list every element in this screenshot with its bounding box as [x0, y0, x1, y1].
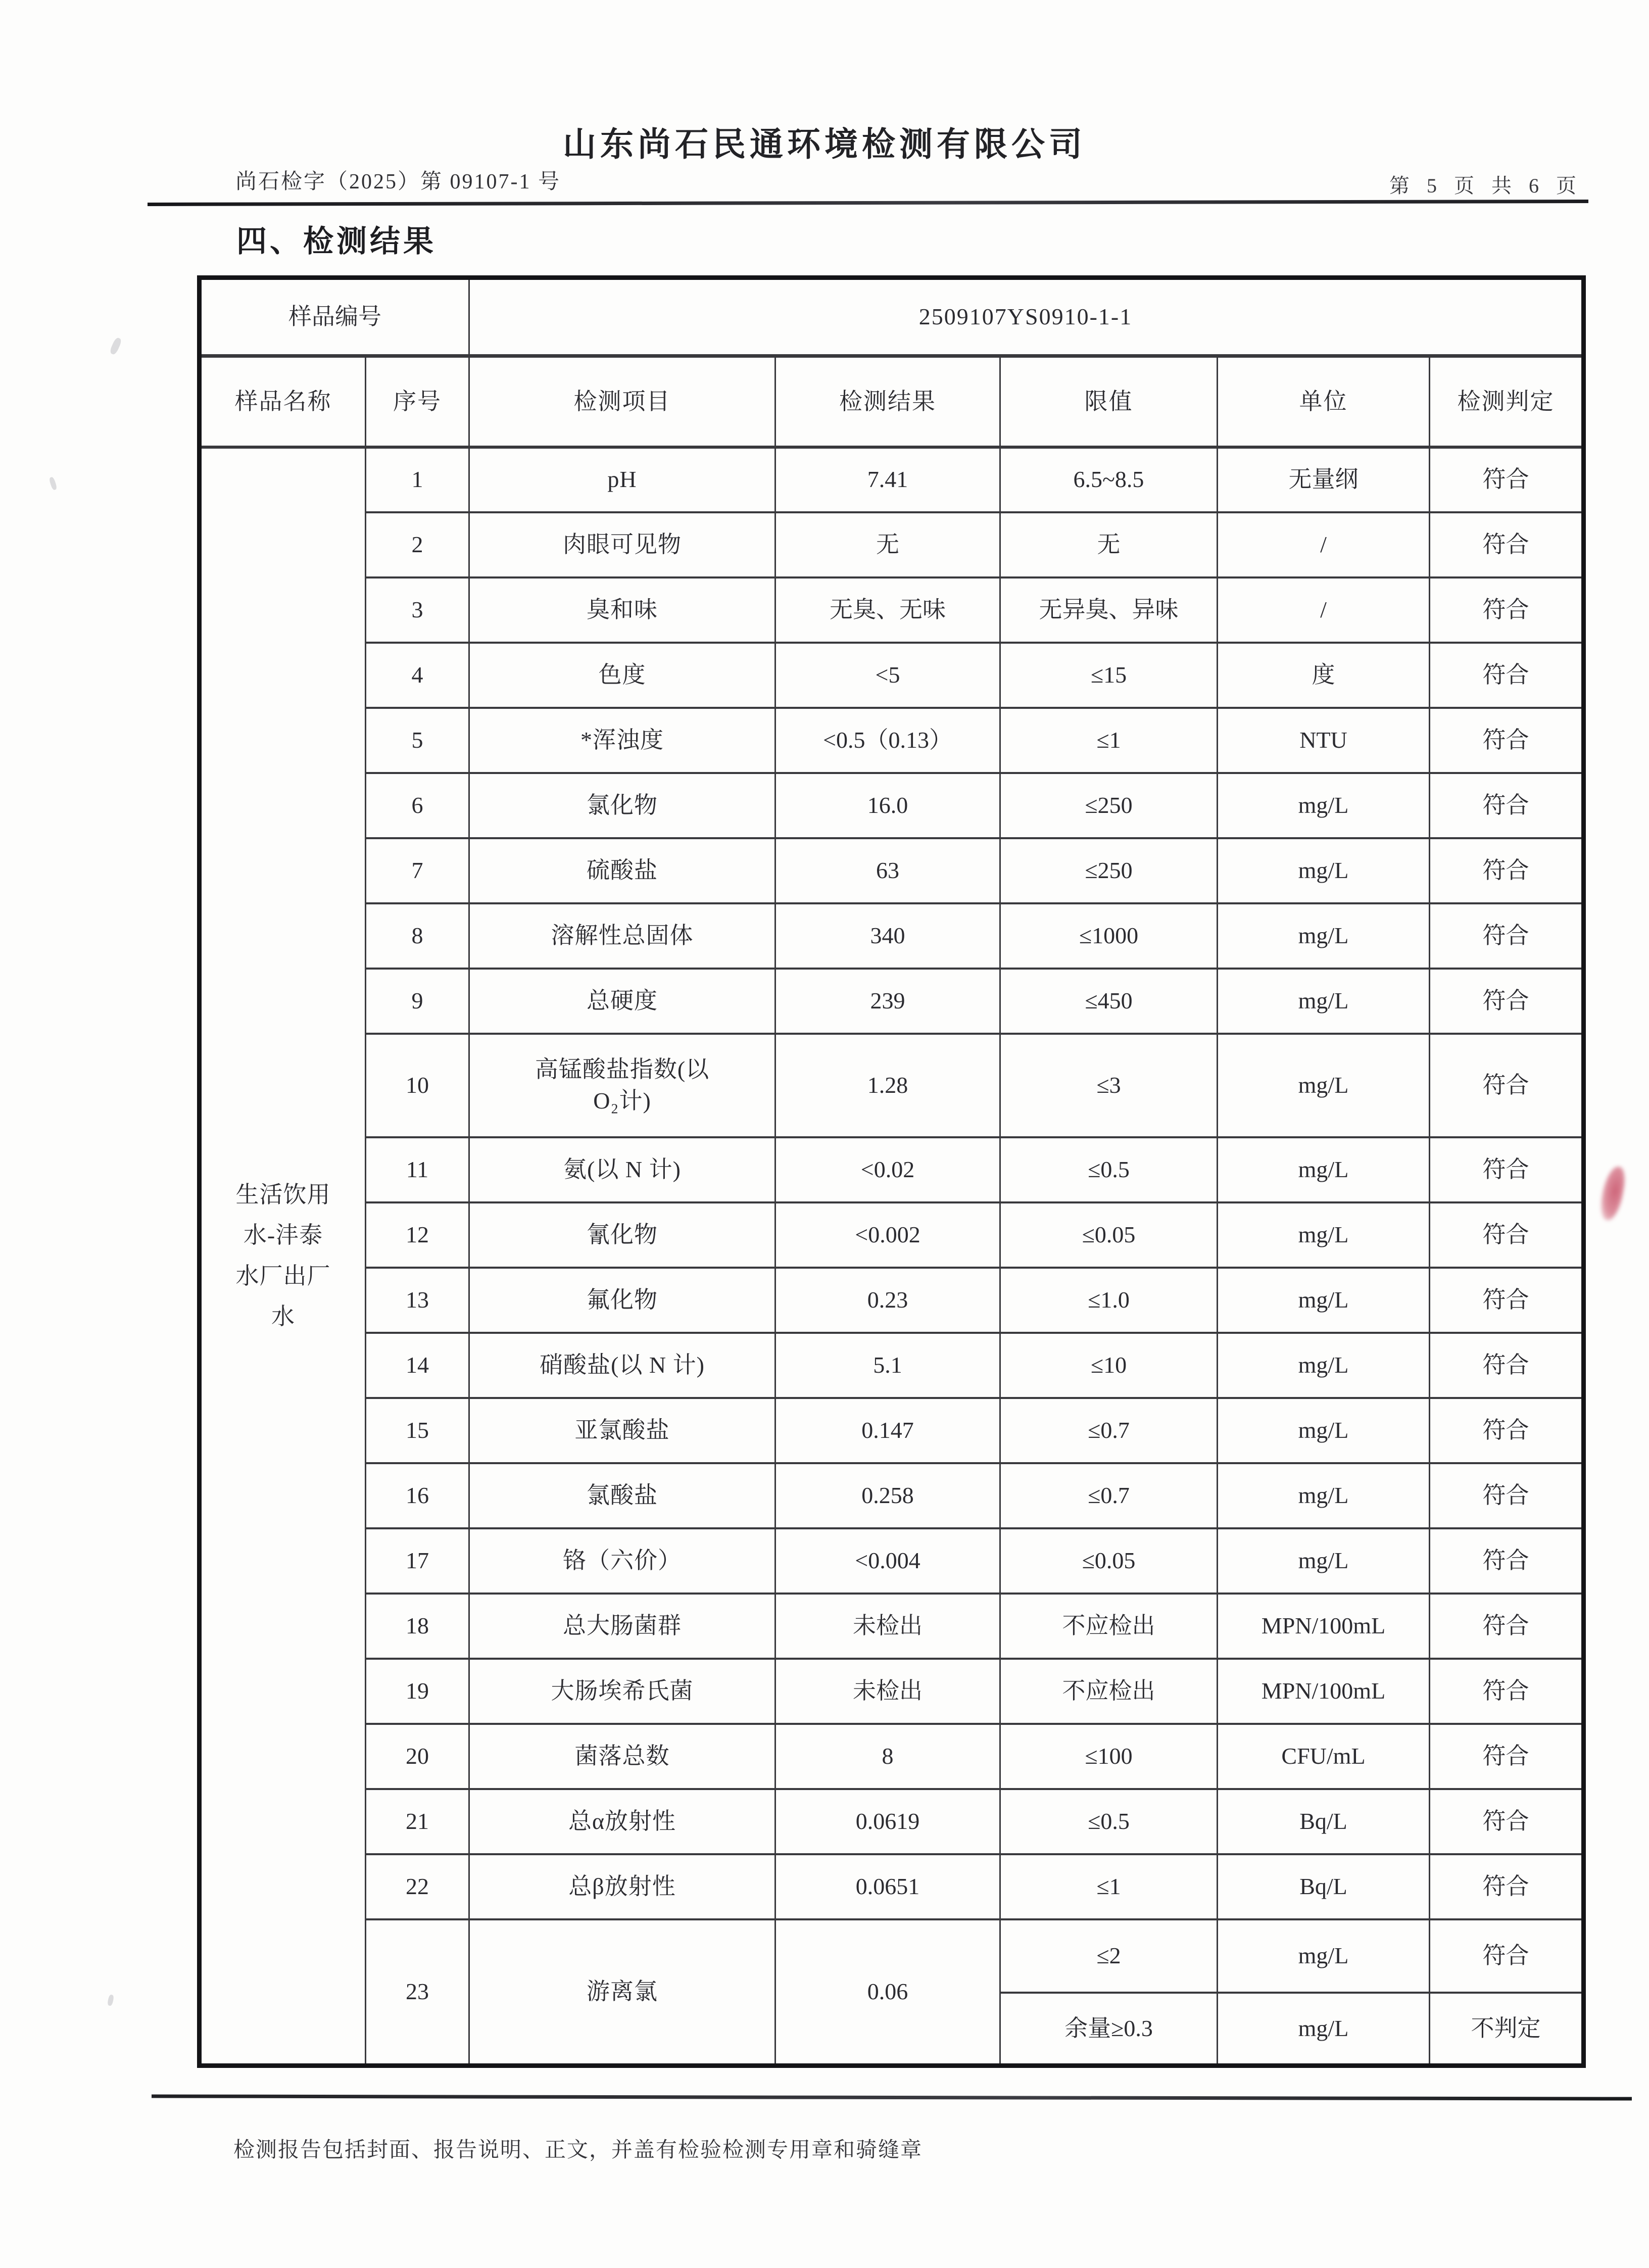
- table-row: [200, 1854, 1584, 1919]
- table-row: [200, 1919, 1584, 1993]
- cell-limit: ≤1.0: [1000, 1268, 1218, 1333]
- cell-no: 3: [366, 577, 469, 643]
- cell-no: 22: [366, 1854, 469, 1919]
- cell-result: 239: [775, 969, 1000, 1034]
- sample-name-cell: 生活饮用 水-沣泰 水厂出厂 水: [200, 447, 366, 2066]
- cell-result: 0.147: [775, 1398, 1000, 1463]
- cell-item: 亚氯酸盐: [469, 1398, 775, 1463]
- cell-judge: 符合: [1430, 773, 1584, 838]
- cell-judge: 不判定: [1430, 1993, 1584, 2066]
- cell-result: 未检出: [775, 1594, 1000, 1659]
- cell-result: 340: [775, 903, 1000, 969]
- cell-unit: mg/L: [1218, 1202, 1430, 1268]
- cell-judge: 符合: [1430, 1528, 1584, 1594]
- cell-result: 8: [775, 1724, 1000, 1789]
- cell-result: 0.23: [775, 1268, 1000, 1333]
- cell-judge: 符合: [1430, 1724, 1584, 1789]
- cell-judge: 符合: [1430, 1594, 1584, 1659]
- col-header-limit: 限值: [1000, 356, 1218, 447]
- table-row: [200, 1659, 1584, 1724]
- cell-limit: ≤0.05: [1000, 1528, 1218, 1594]
- cell-no: 15: [366, 1398, 469, 1463]
- table-row: [200, 577, 1584, 643]
- cell-result: <0.5（0.13）: [775, 708, 1000, 773]
- cell-unit: mg/L: [1218, 1137, 1430, 1202]
- cell-limit: 不应检出: [1000, 1659, 1218, 1724]
- cell-unit: mg/L: [1218, 1333, 1430, 1398]
- cell-limit: 无异臭、异味: [1000, 577, 1218, 643]
- col-header-judgement: 检测判定: [1430, 356, 1584, 447]
- table-row: [200, 708, 1584, 773]
- cell-item: 铬（六价）: [469, 1528, 775, 1594]
- table-row: [200, 1268, 1584, 1333]
- footer-divider: [152, 2094, 1632, 2100]
- cell-no: 7: [366, 838, 469, 903]
- cell-no: 12: [366, 1202, 469, 1268]
- cell-item: pH: [469, 447, 775, 512]
- cell-limit: ≤1000: [1000, 903, 1218, 969]
- results-rows: [200, 447, 1584, 2066]
- cell-judge: 符合: [1430, 1268, 1584, 1333]
- cell-limit: ≤15: [1000, 643, 1218, 708]
- cell-no: 11: [366, 1137, 469, 1202]
- cell-item: 大肠埃希氏菌: [469, 1659, 775, 1724]
- cell-no: 9: [366, 969, 469, 1034]
- cell-judge: 符合: [1430, 1333, 1584, 1398]
- cell-unit: mg/L: [1218, 1463, 1430, 1528]
- col-header-result: 检测结果: [775, 356, 1000, 447]
- cell-result: 0.258: [775, 1463, 1000, 1528]
- cell-unit: mg/L: [1218, 1034, 1430, 1137]
- col-header-unit: 单位: [1218, 356, 1430, 447]
- document-number: 尚石检字（2025）第 09107-1 号: [235, 170, 561, 194]
- cell-result: 16.0: [775, 773, 1000, 838]
- cell-limit: ≤0.7: [1000, 1398, 1218, 1463]
- cell-item: 氰化物: [469, 1202, 775, 1268]
- cell-unit: /: [1218, 577, 1430, 643]
- cell-item: 臭和味: [469, 577, 775, 643]
- table-row: [200, 447, 1584, 512]
- cell-no: 1: [366, 447, 469, 512]
- cell-result: 未检出: [775, 1659, 1000, 1724]
- cell-judge: 符合: [1430, 1202, 1584, 1268]
- table-head-section: [200, 278, 1584, 447]
- cell-item: 游离氯: [469, 1919, 775, 2066]
- cell-item: 氨(以 N 计): [469, 1137, 775, 1202]
- cell-limit: ≤250: [1000, 773, 1218, 838]
- cell-unit: MPN/100mL: [1218, 1659, 1430, 1724]
- cell-no: 13: [366, 1268, 469, 1333]
- sample-id-value: 2509107YS0910-1-1: [469, 278, 1584, 356]
- header-divider: [148, 200, 1588, 206]
- cell-limit: 6.5~8.5: [1000, 447, 1218, 512]
- cell-result: 无臭、无味: [775, 577, 1000, 643]
- scan-artifact: [48, 476, 58, 491]
- table-row: [200, 1528, 1584, 1594]
- cell-judge: 符合: [1430, 1034, 1584, 1137]
- table-row: [200, 1724, 1584, 1789]
- cell-item: 溶解性总固体: [469, 903, 775, 969]
- cell-judge: 符合: [1430, 969, 1584, 1034]
- cell-unit: mg/L: [1218, 969, 1430, 1034]
- company-title: 山东尚石民通环境检测有限公司: [563, 126, 1086, 163]
- cell-result: 1.28: [775, 1034, 1000, 1137]
- cell-no: 20: [366, 1724, 469, 1789]
- cell-unit: /: [1218, 512, 1430, 577]
- cell-item: 肉眼可见物: [469, 512, 775, 577]
- table-row: [200, 1034, 1584, 1137]
- table-row: [200, 1398, 1584, 1463]
- table-row: [200, 1333, 1584, 1398]
- cell-no: 8: [366, 903, 469, 969]
- cell-judge: 符合: [1430, 708, 1584, 773]
- cell-result: <5: [775, 643, 1000, 708]
- cell-item: 硫酸盐: [469, 838, 775, 903]
- table-row: [200, 838, 1584, 903]
- table-row: [200, 512, 1584, 577]
- cell-limit: 余量≥0.3: [1000, 1993, 1218, 2066]
- cell-limit: ≤1: [1000, 708, 1218, 773]
- cell-judge: 符合: [1430, 447, 1584, 512]
- cell-no: 18: [366, 1594, 469, 1659]
- cell-result: 0.0651: [775, 1854, 1000, 1919]
- cell-limit: ≤10: [1000, 1333, 1218, 1398]
- scan-artifact: [109, 337, 123, 356]
- cell-limit: 无: [1000, 512, 1218, 577]
- cell-judge: 符合: [1430, 903, 1584, 969]
- cell-result: 无: [775, 512, 1000, 577]
- table-row: [200, 1594, 1584, 1659]
- cell-result: 0.06: [775, 1919, 1000, 2066]
- cell-unit: Bq/L: [1218, 1789, 1430, 1854]
- table-row: [200, 1463, 1584, 1528]
- cell-limit: 不应检出: [1000, 1594, 1218, 1659]
- cell-limit: ≤3: [1000, 1034, 1218, 1137]
- cell-unit: NTU: [1218, 708, 1430, 773]
- cell-unit: mg/L: [1218, 838, 1430, 903]
- page-number: 第 5 页 共 6 页: [1389, 174, 1582, 197]
- cell-item: 总α放射性: [469, 1789, 775, 1854]
- table-row: [200, 1789, 1584, 1854]
- cell-limit: ≤2: [1000, 1919, 1218, 1993]
- cell-unit: mg/L: [1218, 1528, 1430, 1594]
- cell-no: 23: [366, 1919, 469, 2066]
- cell-result: <0.02: [775, 1137, 1000, 1202]
- table-header-row: [200, 356, 1584, 447]
- cell-result: <0.004: [775, 1528, 1000, 1594]
- cell-limit: ≤0.5: [1000, 1789, 1218, 1854]
- cell-limit: ≤100: [1000, 1724, 1218, 1789]
- cell-limit: ≤0.05: [1000, 1202, 1218, 1268]
- cell-no: 21: [366, 1789, 469, 1854]
- table-row: [200, 1137, 1584, 1202]
- cell-item: *浑浊度: [469, 708, 775, 773]
- col-header-item: 检测项目: [469, 356, 775, 447]
- cell-judge: 符合: [1430, 512, 1584, 577]
- results-table: [197, 275, 1586, 2068]
- cell-no: 6: [366, 773, 469, 838]
- cell-result: 0.0619: [775, 1789, 1000, 1854]
- table-row: [200, 969, 1584, 1034]
- table-row: [200, 643, 1584, 708]
- cell-judge: 符合: [1430, 577, 1584, 643]
- footer-note: 检测报告包括封面、报告说明、正文，并盖有检验检测专用章和骑缝章: [233, 2139, 923, 2162]
- cell-item: 总大肠菌群: [469, 1594, 775, 1659]
- cell-no: 14: [366, 1333, 469, 1398]
- table-row: [200, 1202, 1584, 1268]
- cell-item: 总硬度: [469, 969, 775, 1034]
- sample-id-label: 样品编号: [200, 278, 469, 356]
- cell-no: 2: [366, 512, 469, 577]
- cell-judge: 符合: [1430, 1463, 1584, 1528]
- cell-result: 63: [775, 838, 1000, 903]
- cell-unit: 度: [1218, 643, 1430, 708]
- cell-result: <0.002: [775, 1202, 1000, 1268]
- cell-judge: 符合: [1430, 1919, 1584, 1993]
- cell-unit: mg/L: [1218, 773, 1430, 838]
- cell-item: 高锰酸盐指数(以 O₂计): [469, 1034, 775, 1137]
- cell-judge: 符合: [1430, 643, 1584, 708]
- cell-no: 16: [366, 1463, 469, 1528]
- cell-judge: 符合: [1430, 1854, 1584, 1919]
- cell-judge: 符合: [1430, 1137, 1584, 1202]
- cell-no: 17: [366, 1528, 469, 1594]
- cell-item: 色度: [469, 643, 775, 708]
- cell-no: 4: [366, 643, 469, 708]
- cell-no: 5: [366, 708, 469, 773]
- cell-limit: ≤250: [1000, 838, 1218, 903]
- cell-judge: 符合: [1430, 1789, 1584, 1854]
- cell-limit: ≤450: [1000, 969, 1218, 1034]
- cell-unit: MPN/100mL: [1218, 1594, 1430, 1659]
- col-header-sample-name: 样品名称: [200, 356, 366, 447]
- cell-unit: mg/L: [1218, 1919, 1430, 1993]
- sample-id-row: [200, 278, 1584, 356]
- cell-unit: mg/L: [1218, 1268, 1430, 1333]
- cell-result: 5.1: [775, 1333, 1000, 1398]
- cell-unit: mg/L: [1218, 1993, 1430, 2066]
- cell-limit: ≤1: [1000, 1854, 1218, 1919]
- cell-item: 菌落总数: [469, 1724, 775, 1789]
- table-row: [200, 773, 1584, 838]
- cell-item: 硝酸盐(以 N 计): [469, 1333, 775, 1398]
- cell-unit: CFU/mL: [1218, 1724, 1430, 1789]
- cell-judge: 符合: [1430, 1398, 1584, 1463]
- table-row: [200, 903, 1584, 969]
- cell-no: 10: [366, 1034, 469, 1137]
- cell-unit: mg/L: [1218, 1398, 1430, 1463]
- cell-item: 总β放射性: [469, 1854, 775, 1919]
- cell-limit: ≤0.5: [1000, 1137, 1218, 1202]
- cell-item: 氟化物: [469, 1268, 775, 1333]
- section-title: 四、检测结果: [236, 225, 437, 258]
- cell-unit: 无量纲: [1218, 447, 1430, 512]
- cell-limit: ≤0.7: [1000, 1463, 1218, 1528]
- cell-no: 19: [366, 1659, 469, 1724]
- scan-artifact: [107, 1994, 114, 2006]
- red-seal-edge-mark: [1598, 1165, 1627, 1222]
- cell-result: 7.41: [775, 447, 1000, 512]
- cell-judge: 符合: [1430, 1659, 1584, 1724]
- cell-judge: 符合: [1430, 838, 1584, 903]
- col-header-index: 序号: [366, 356, 469, 447]
- cell-unit: mg/L: [1218, 903, 1430, 969]
- cell-item: 氯化物: [469, 773, 775, 838]
- cell-item: 氯酸盐: [469, 1463, 775, 1528]
- cell-unit: Bq/L: [1218, 1854, 1430, 1919]
